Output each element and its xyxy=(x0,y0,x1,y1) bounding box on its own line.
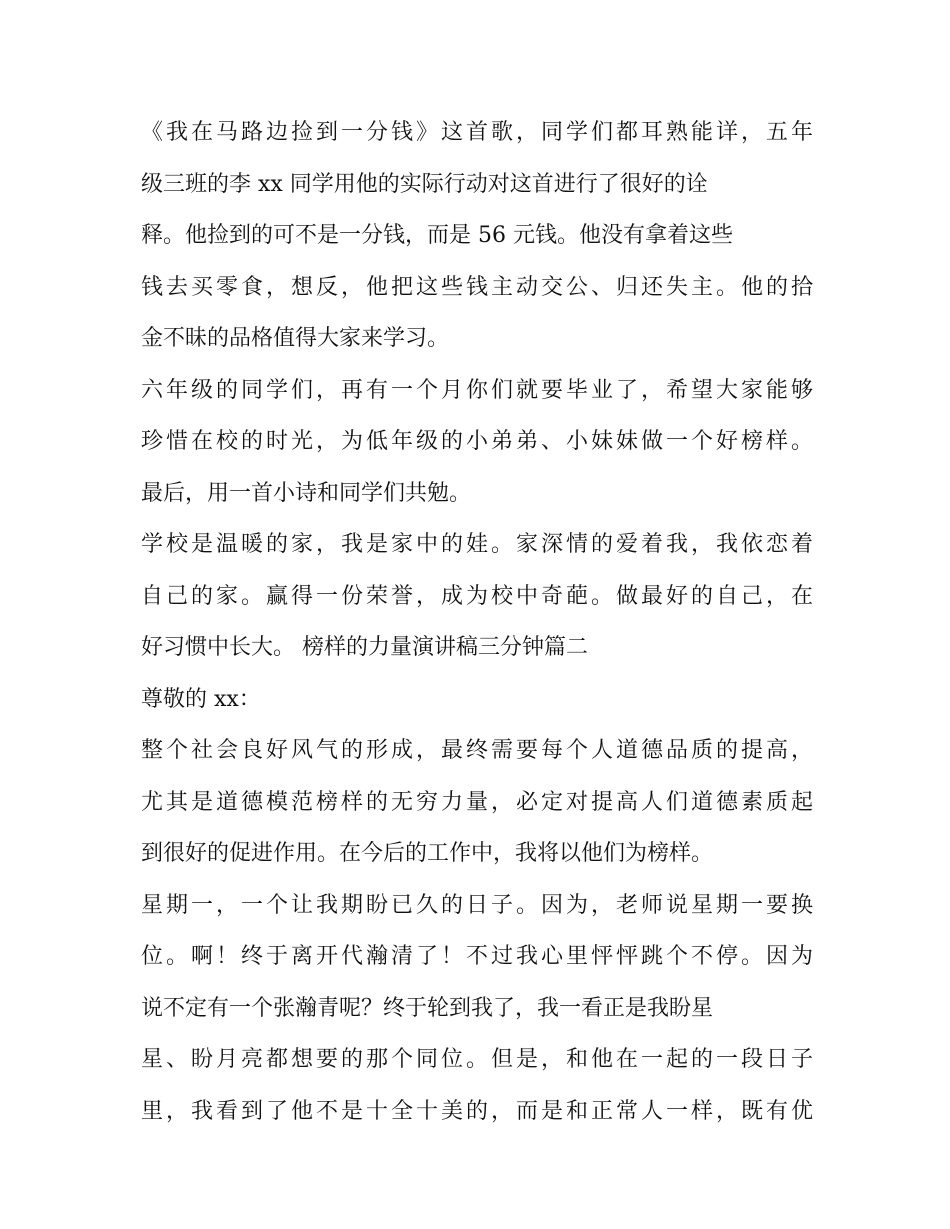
text-line: 里，我看到了他不是十全十美的，而是和正常人一样，既有优 xyxy=(141,1098,813,1124)
text-line: 学校是温暖的家，我是家中的娃。家深情的爱着我，我依恋着 xyxy=(141,532,813,557)
text-line: 最后，用一首小诗和同学们共勉。 xyxy=(141,480,472,506)
text-line: 尊敬的 xx： xyxy=(141,686,261,712)
text-line: 尤其是道德模范榜样的无穷力量，必定对提高人们道德素质起 xyxy=(141,789,813,815)
text-line: 释。他捡到的可不是一分钱，而是 56 元钱。他没有拿着这些 xyxy=(141,223,733,248)
text-line: 位。啊！终于离开代瀚清了！不过我心里怦怦跳个不停。因为 xyxy=(141,944,813,969)
text-line: 钱去买零食，想反，他把这些钱主动交公、归还失主。他的拾 xyxy=(141,274,813,300)
text-line: 《我在马路边捡到一分钱》这首歌，同学们都耳熟能详，五年 xyxy=(141,120,813,145)
text-line: 金不昧的品格值得大家来学习。 xyxy=(141,326,450,351)
text-line: 六年级的同学们，再有一个月你们就要毕业了，希望大家能够 xyxy=(141,377,813,403)
text-line: 到很好的促进作用。在今后的工作中，我将以他们为榜样。 xyxy=(141,841,714,866)
text-line: 级三班的李 xx 同学用他的实际行动对这首进行了很好的诠 xyxy=(141,171,708,197)
document-body xyxy=(141,107,813,1137)
text-line: 好习惯中长大。 榜样的力量演讲稿三分钟篇二 xyxy=(141,635,588,660)
text-line: 星期一，一个让我期盼已久的日子。因为，老师说星期一要换 xyxy=(141,892,813,918)
text-line: 星、盼月亮都想要的那个同位。但是，和他在一起的一段日子 xyxy=(141,1047,813,1072)
text-line: 自己的家。赢得一份荣誉，成为校中奇葩。做最好的自己，在 xyxy=(141,583,813,609)
text-line: 整个社会良好风气的形成，最终需要每个人道德品质的提高， xyxy=(141,738,813,763)
text-line: 珍惜在校的时光，为低年级的小弟弟、小妹妹做一个好榜样。 xyxy=(141,429,813,454)
text-line: 说不定有一个张瀚青呢？终于轮到我了，我一看正是我盼星 xyxy=(141,995,714,1021)
